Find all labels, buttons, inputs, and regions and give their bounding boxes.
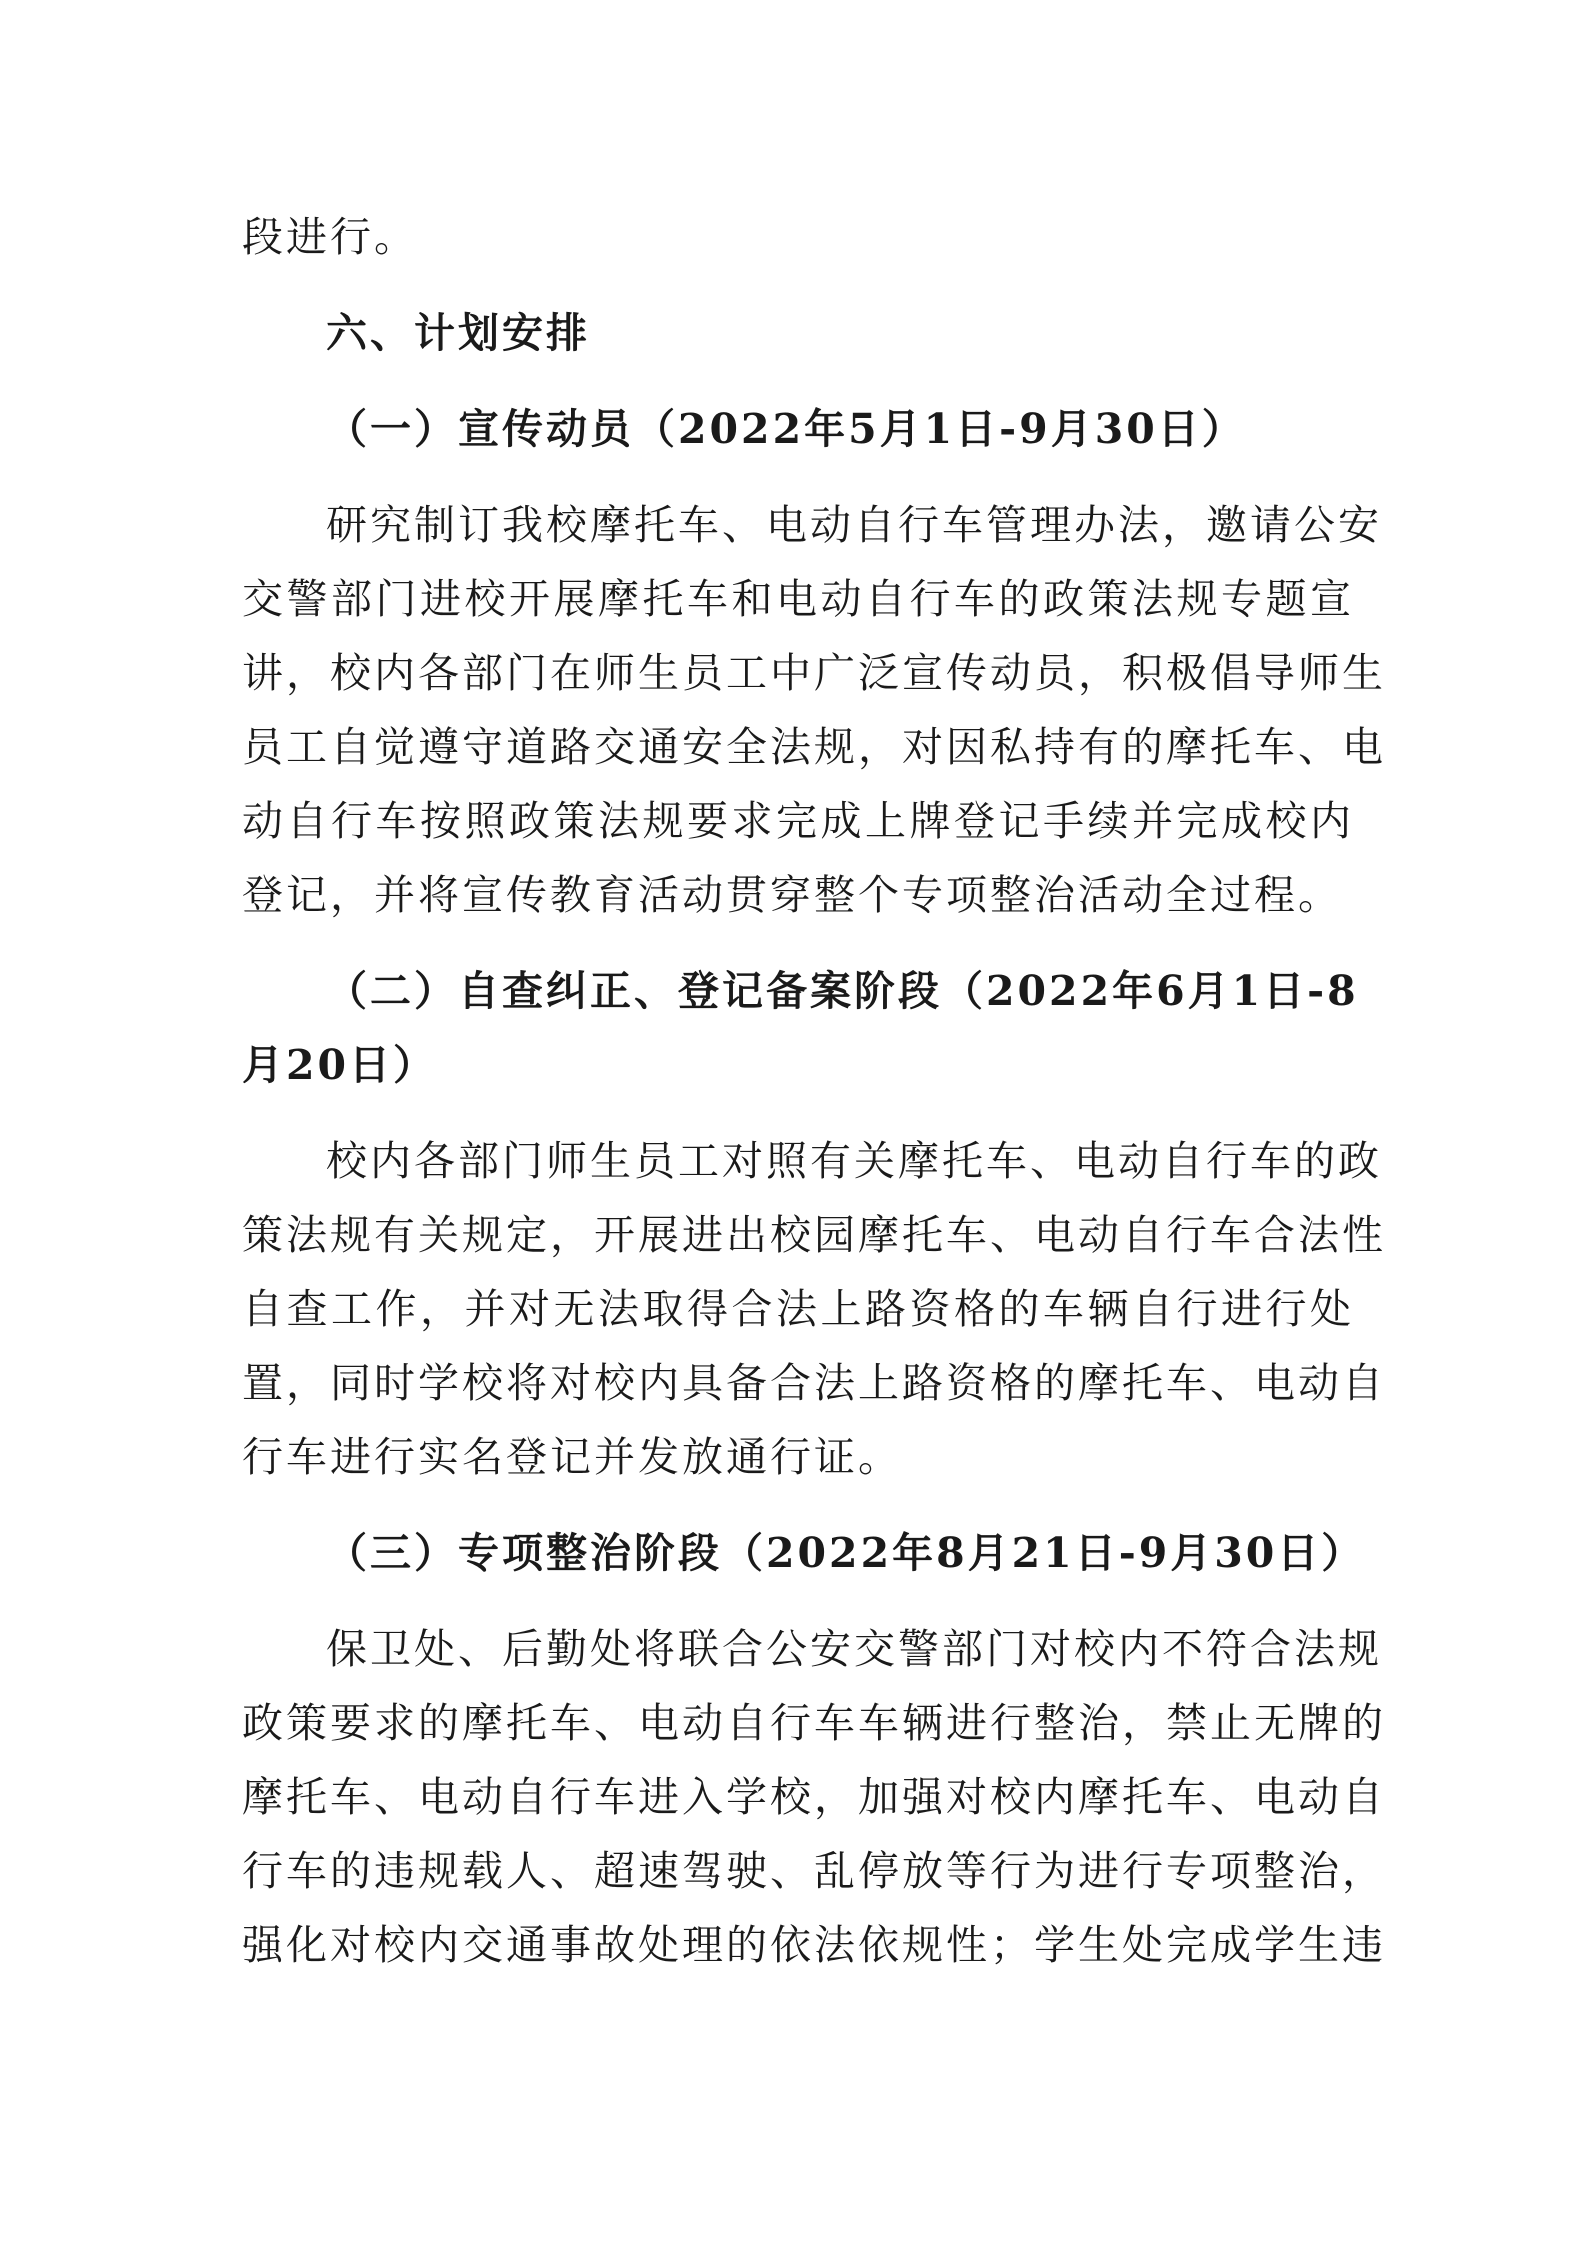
paragraph-line: 员工自觉遵守道路交通安全法规，对因私持有的摩托车、电	[242, 723, 1386, 771]
paragraph-line: 保卫处、后勤处将联合公安交警部门对校内不符合法规	[326, 1625, 1382, 1673]
paragraph-line: 行车进行实名登记并发放通行证。	[242, 1433, 902, 1481]
paragraph-line: 讲，校内各部门在师生员工中广泛宣传动员，积极倡导师生	[242, 649, 1386, 697]
paragraph-line: 置，同时学校将对校内具备合法上路资格的摩托车、电动自	[242, 1359, 1386, 1407]
subsection-heading: 月20日）	[242, 1041, 438, 1089]
paragraph-line: 策法规有关规定，开展进出校园摩托车、电动自行车合法性	[242, 1211, 1386, 1259]
paragraph-line: 动自行车按照政策法规要求完成上牌登记手续并完成校内	[242, 797, 1354, 845]
paragraph-line: 登记，并将宣传教育活动贯穿整个专项整治活动全过程。	[242, 871, 1342, 919]
paragraph-line: 交警部门进校开展摩托车和电动自行车的政策法规专题宣	[242, 575, 1354, 623]
text-line: 段进行。	[242, 213, 418, 261]
subsection-heading: （三）专项整治阶段（2022年8月21日-9月30日）	[326, 1529, 1366, 1577]
subsection-heading: （一）宣传动员（2022年5月1日-9月30日）	[326, 405, 1246, 453]
paragraph-line: 自查工作，并对无法取得合法上路资格的车辆自行进行处	[242, 1285, 1354, 1333]
subsection-heading: （二）自查纠正、登记备案阶段（2022年6月1日-8	[326, 967, 1359, 1015]
section-heading: 六、计划安排	[326, 309, 590, 357]
paragraph-line: 研究制订我校摩托车、电动自行车管理办法，邀请公安	[326, 501, 1382, 549]
paragraph-line: 摩托车、电动自行车进入学校，加强对校内摩托车、电动自	[242, 1773, 1386, 1821]
paragraph-line: 校内各部门师生员工对照有关摩托车、电动自行车的政	[326, 1137, 1382, 1185]
paragraph-line: 行车的违规载人、超速驾驶、乱停放等行为进行专项整治，	[242, 1847, 1386, 1895]
paragraph-line: 强化对校内交通事故处理的依法依规性；学生处完成学生违	[242, 1921, 1386, 1969]
paragraph-line: 政策要求的摩托车、电动自行车车辆进行整治，禁止无牌的	[242, 1699, 1386, 1747]
